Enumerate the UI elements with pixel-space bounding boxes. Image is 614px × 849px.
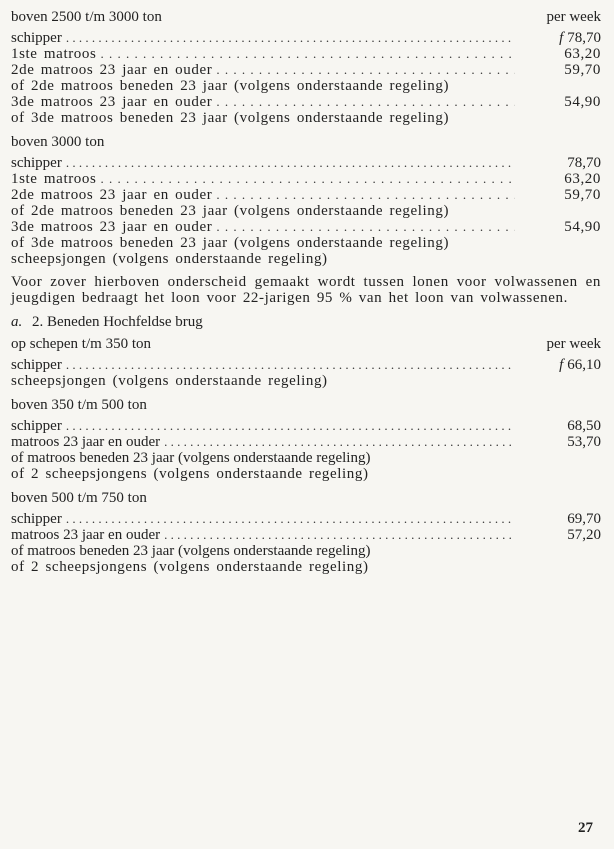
note-text: of matroos beneden 23 jaar (volgens onderstaande regeling): [11, 450, 371, 466]
leader-dots: [216, 62, 515, 78]
section-heading-text: op schepen t/m 350 ton: [11, 336, 151, 352]
wage-row: [11, 155, 601, 171]
row-label: 1ste matroos: [11, 171, 97, 187]
leader-dots: [66, 30, 515, 46]
subsection-letter: a.: [11, 314, 23, 330]
leader-dots: [164, 527, 515, 543]
note-text: of 2de matroos beneden 23 jaar (volgens onderstaande regeling): [11, 203, 450, 219]
section-heading: [11, 335, 601, 353]
note-text: of 3de matroos beneden 23 jaar (volgens onderstaande regeling): [11, 235, 450, 251]
note-text: of matroos beneden 23 jaar (volgens onderstaande regeling): [11, 543, 371, 559]
row-value: [519, 30, 601, 46]
wage-row: [11, 434, 601, 450]
row-value: 68,50: [567, 418, 601, 434]
row-value: 69,70: [567, 511, 601, 527]
wage-row: [11, 219, 601, 235]
note-text: of 3de matroos beneden 23 jaar (volgens onderstaande regeling): [11, 110, 450, 126]
row-value: 54,90: [564, 219, 601, 235]
row-value: 63,20: [564, 46, 601, 62]
section-heading-text: boven 2500 t/m 3000 ton: [11, 9, 162, 25]
row-value: 57,20: [567, 527, 601, 543]
currency-symbol: f: [559, 30, 564, 46]
note-text: of 2 scheepsjongens (volgens onderstaande regeling): [11, 466, 369, 482]
leader-dots: [66, 357, 515, 373]
wage-row: [11, 511, 601, 527]
leader-dots: [216, 187, 515, 203]
row-label: 3de matroos 23 jaar en ouder: [11, 219, 213, 235]
row-value: 63,20: [564, 171, 601, 187]
row-label: 2de matroos 23 jaar en ouder: [11, 62, 213, 78]
wage-row: [11, 94, 601, 110]
note-text: of 2de matroos beneden 23 jaar (volgens onderstaande regeling): [11, 78, 450, 94]
note-text: of 2 scheepsjongens (volgens onderstaande regeling): [11, 559, 369, 575]
leader-dots: [66, 511, 515, 527]
page-number: 27: [578, 820, 593, 836]
row-label: 1ste matroos: [11, 46, 97, 62]
leader-dots: [100, 46, 515, 62]
wage-row: [11, 46, 601, 62]
leader-dots: [216, 219, 515, 235]
row-value: 78,70: [567, 155, 601, 171]
wage-row: [11, 357, 601, 373]
row-label: schipper: [11, 155, 62, 171]
row-value: [519, 357, 601, 373]
row-value: 59,70: [564, 187, 601, 203]
row-label: 3de matroos 23 jaar en ouder: [11, 94, 213, 110]
section-heading: [11, 8, 601, 26]
row-label: matroos 23 jaar en ouder: [11, 527, 161, 543]
section-heading: boven 350 t/m 500 ton: [11, 397, 147, 413]
wage-row: [11, 171, 601, 187]
leader-dots: [66, 418, 515, 434]
wage-row: [11, 187, 601, 203]
leader-dots: [100, 171, 515, 187]
row-value: 53,70: [567, 434, 601, 450]
wage-row: [11, 418, 601, 434]
leader-dots: [164, 434, 515, 450]
section-heading: boven 3000 ton: [11, 134, 105, 150]
per-week-label: per week: [546, 9, 601, 25]
section-heading: boven 500 t/m 750 ton: [11, 490, 147, 506]
row-value: 59,70: [564, 62, 601, 78]
explanation-paragraph: Voor zover hierboven onderscheid gemaakt wordt tussen lonen voor volwassenen en jeugdigen bedraagt het loon voor 22-jarigen 95 % van het loon van volwassenen.: [11, 274, 601, 306]
row-label: schipper: [11, 511, 62, 527]
wage-row: [11, 30, 601, 46]
row-value: 54,90: [564, 94, 601, 110]
wage-row: [11, 527, 601, 543]
leader-dots: [66, 155, 515, 171]
leader-dots: [216, 94, 515, 110]
row-label: matroos 23 jaar en ouder: [11, 434, 161, 450]
note-text: scheepsjongen (volgens onderstaande regeling): [11, 373, 328, 389]
row-label: schipper: [11, 418, 62, 434]
row-label: schipper: [11, 357, 62, 373]
per-week-label: per week: [546, 336, 601, 352]
subsection-title: [11, 313, 601, 331]
note-text: scheepsjongen (volgens onderstaande regeling): [11, 251, 328, 267]
wage-row: [11, 62, 601, 78]
value-text: 78,70: [567, 30, 601, 46]
row-label: schipper: [11, 30, 62, 46]
document-page: [11, 8, 601, 575]
value-text: 66,10: [567, 357, 601, 373]
row-label: 2de matroos 23 jaar en ouder: [11, 187, 213, 203]
subsection-title-text: 2. Beneden Hochfeldse brug: [32, 314, 203, 330]
currency-symbol: f: [559, 357, 564, 373]
